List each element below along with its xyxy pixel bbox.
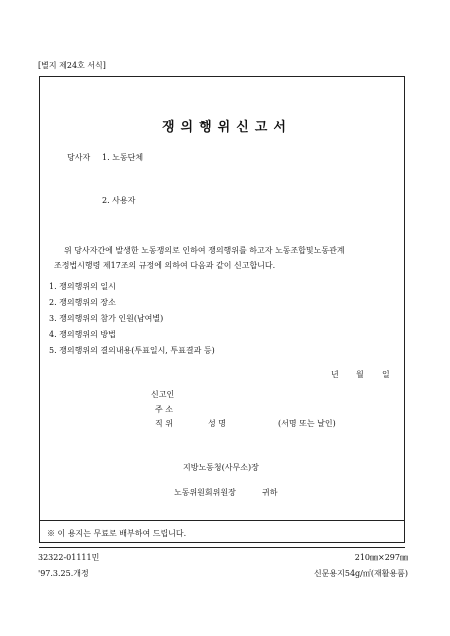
form-code: 32322-01111민: [38, 553, 100, 562]
signature-note: (서명 또는 날인): [278, 419, 336, 428]
revision-date: '97.3.25.개정: [38, 569, 89, 578]
body-text-line1: 위 당사자간에 발생한 노동쟁의로 인하여 쟁의행위를 하고자 노동조합및노동관계: [64, 246, 345, 255]
paper-spec: 신문용지54g/㎡(재활용품): [313, 569, 408, 578]
footer-note: ※ 이 용지는 무료로 배부하여 드립니다.: [47, 529, 187, 538]
date-year: 년: [331, 370, 339, 379]
body-text-line2: 조정법시행령 제17조의 규정에 의하여 다음과 같이 신고합니다.: [54, 261, 276, 270]
date-month: 월: [356, 370, 364, 379]
paper-size: 210㎜×297㎜: [354, 553, 408, 562]
list-item: 5. 쟁의행위의 결의내용(투표일시, 투표결과 등): [49, 346, 215, 355]
recipient-labor-office: 지방노동청(사무소)장: [183, 463, 259, 472]
document-title: 쟁의행위신고서: [162, 120, 292, 135]
party-labor-union: 1. 노동단체: [102, 153, 144, 162]
name-label: 성 명: [208, 419, 226, 428]
position-label: 직 위: [155, 419, 173, 428]
list-item: 3. 쟁의행위의 참가 인원(남여별): [49, 314, 164, 323]
recipient-labor-committee: 노동위원회위원장: [174, 488, 236, 497]
address-label: 주 소: [155, 405, 173, 414]
list-item: 2. 쟁의행위의 장소: [49, 298, 116, 307]
form-number-label: [별지 제24호 서식]: [38, 61, 106, 70]
bottom-divider: [39, 547, 405, 548]
party-employer: 2. 사용자: [102, 196, 136, 205]
parties-label: 당사자: [67, 153, 91, 162]
reporter-label: 신고인: [151, 390, 175, 399]
list-item: 1. 쟁의행위의 일시: [49, 282, 116, 291]
date-day: 일: [382, 370, 390, 379]
recipient-suffix: 귀하: [262, 488, 278, 497]
list-item: 4. 쟁의행위의 방법: [49, 330, 116, 339]
